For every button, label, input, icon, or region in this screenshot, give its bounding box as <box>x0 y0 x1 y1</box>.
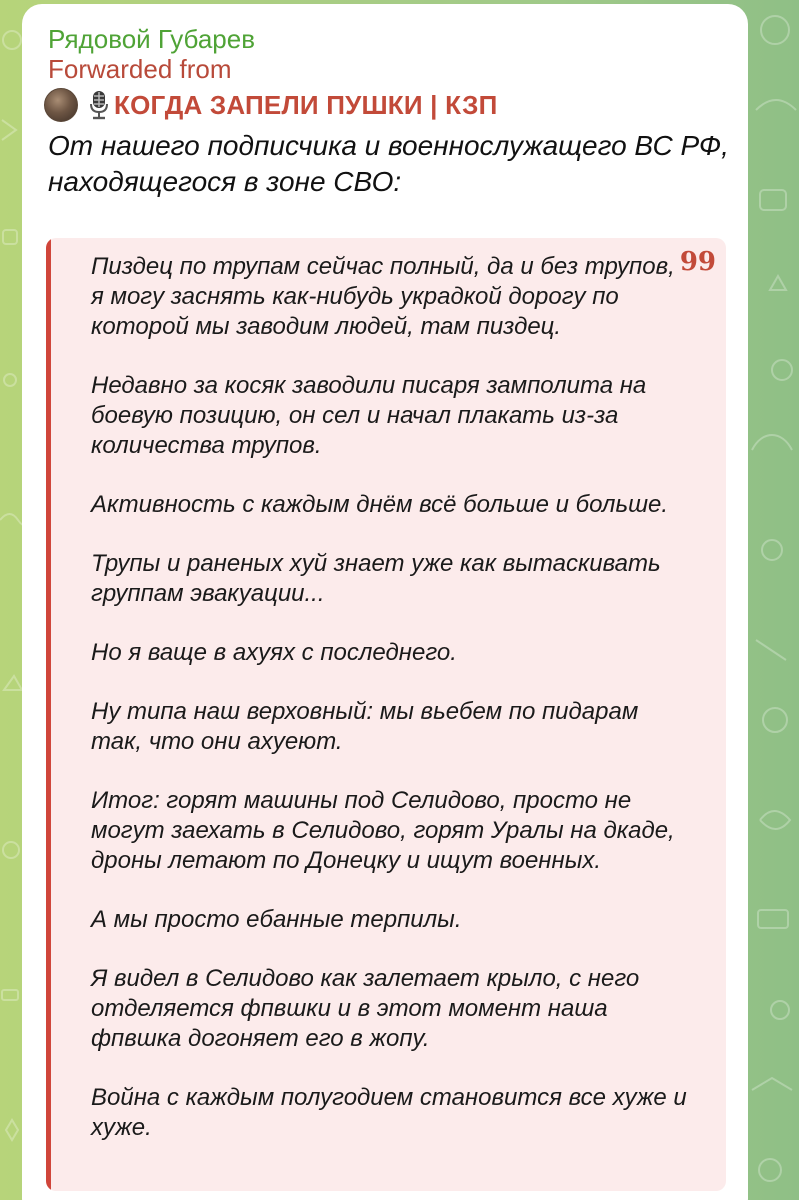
quote-block <box>46 238 726 1191</box>
forwarded-channel-link[interactable] <box>44 88 498 122</box>
quote-paragraph: Война с каждым полугодием становится все хуже и хуже. <box>91 1084 687 1141</box>
quote-paragraph: Трупы и раненых хуй знает уже как вытаскивать группам эвакуации... <box>91 550 661 607</box>
quote-paragraph: Итог: горят машины под Селидово, просто не могут заехать в Селидово, горят Уралы на дкаде, дроны летают по Донецку и ищут военных. <box>91 787 675 874</box>
forwarded-from-label: Forwarded from <box>48 54 232 84</box>
microphone-icon <box>88 90 110 120</box>
quote-text <box>91 252 691 1143</box>
quote-paragraph: Активность с каждым днём всё больше и больше. <box>91 491 669 518</box>
forwarded-message-bubble[interactable] <box>22 4 748 1200</box>
quote-paragraph: Но я ваще в ахуях с последнего. <box>91 639 457 666</box>
channel-avatar[interactable] <box>44 88 78 122</box>
quote-paragraph: А мы просто ебанные терпилы. <box>91 906 462 933</box>
quote-paragraph: Я видел в Селидово как залетает крыло, с него отделяется фпвшки и в этот момент наша фпвшка догоняет его в жопу. <box>91 965 640 1052</box>
quote-paragraph: Ну типа наш верховный: мы вьебем по пидарам так, что они ахуеют. <box>91 698 639 755</box>
quote-paragraph: Пиздец по трупам сейчас полный, да и без трупов, я могу заснять как-нибудь украдкой дорогу по которой мы заводим людей, там пиздец. <box>91 253 675 340</box>
quote-mark-icon: 99 <box>679 247 716 277</box>
quote-paragraph: Недавно за косяк заводили писаря замполита на боевую позицию, он сел и начал плакать из-за количества трупов. <box>91 372 647 459</box>
quote-bar <box>46 238 51 1191</box>
message-intro-text: От нашего подписчика и военнослужащего ВС РФ, находящегося в зоне СВО: <box>48 130 729 197</box>
sender-name[interactable]: Рядовой Губарев <box>48 24 256 54</box>
channel-name: КОГДА ЗАПЕЛИ ПУШКИ | КЗП <box>114 89 498 120</box>
